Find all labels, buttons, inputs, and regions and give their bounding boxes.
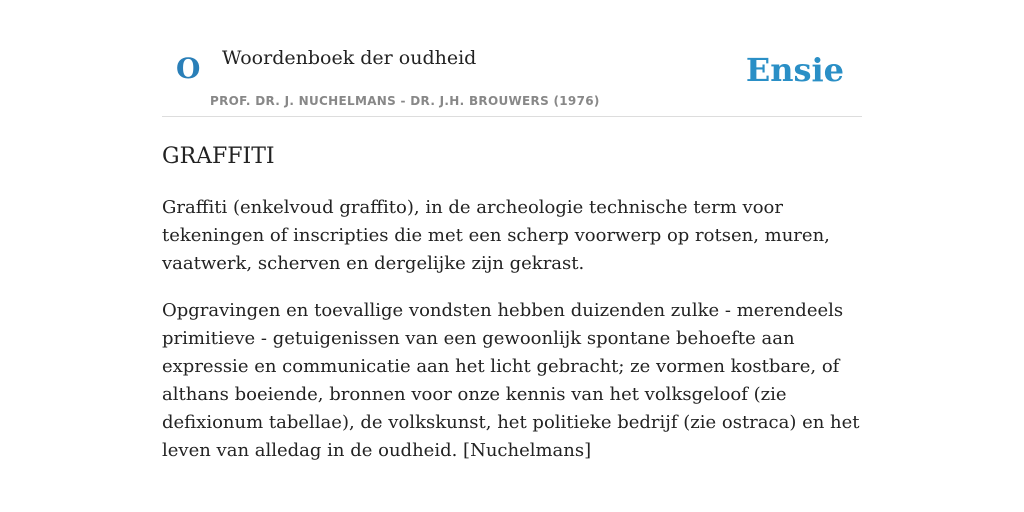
book-header	[162, 0, 862, 117]
entry-paragraph: Graffiti (enkelvoud graffito), in de archeologie technische term voor tekeningen of inscripties die met een scherp voorwerp op rotsen, muren, vaatwerk, scherven en dergelijke zijn gekrast.	[162, 197, 830, 274]
entry-paragraph: Opgravingen en toevallige vondsten hebben duizenden zulke - merendeels primitieve - getuigenissen van een gewoonlijk spontane behoefte aan expressie en communicatie aan het licht gebracht; ze vormen kostbare, of althans boeiende, bronnen voor onze kennis van het volksgeloof (zie defixionum tabellae), de volkskunst, het politieke bedrijf (zie ostraca) en het leven van alledag in de oudheid. [Nuchelmans]	[162, 300, 860, 461]
entry-term: GRAFFITI	[162, 144, 275, 169]
book-authors: PROF. DR. J. NUCHELMANS - DR. J.H. BROUWERS (1976)	[210, 94, 600, 108]
page-container	[162, 0, 862, 465]
book-title[interactable]: Woordenboek der oudheid	[222, 47, 477, 69]
index-letter[interactable]: O	[176, 52, 201, 85]
brand-logo[interactable]: Ensie	[745, 51, 844, 89]
